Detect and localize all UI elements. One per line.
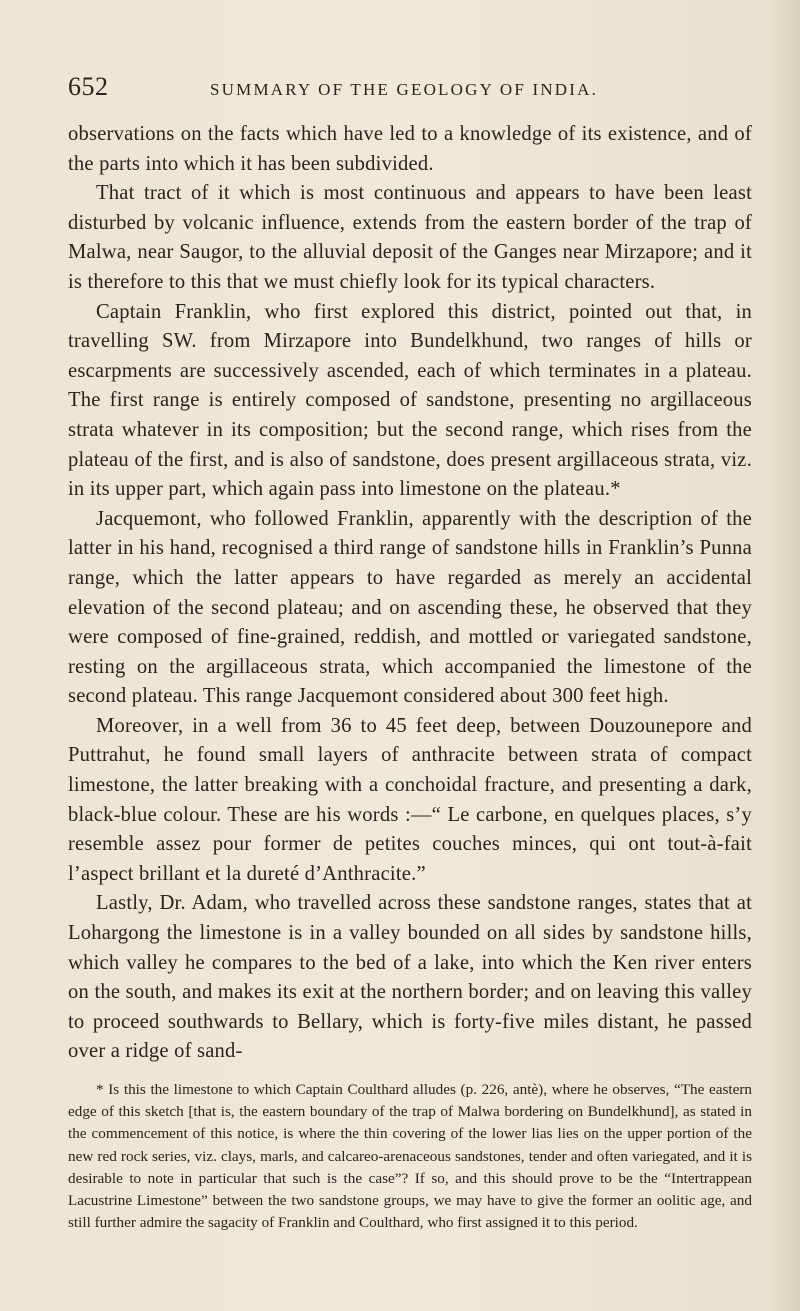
body-text xyxy=(68,120,752,1067)
paragraph: That tract of it which is most continuous and appears to have been least disturbed by volcanic influence, extends from the eastern border of the trap of Malwa, near Saugor, to the alluvial deposit of the Ganges near Mirzapore; and it is therefore to this that we must chiefly look for its typical characters. xyxy=(68,182,752,293)
paragraph: Jacquemont, who followed Franklin, apparently with the description of the latter in his hand, recognised a third range of sandstone hills in Franklin’s Punna range, which the latter appears to have regarded as merely an accidental elevation of the second plateau; and on ascending these, he observed that they were composed of fine-grained, reddish, and mottled or variegated sandstone, resting on the argillaceous strata, which accompanied the limestone of the second plateau. This range Jacquemont considered about 300 feet high. xyxy=(68,507,752,708)
paragraph: Captain Franklin, who first explored this district, pointed out that, in travelling SW. from Mirzapore into Bundelkhund, two ranges of hills or escarpments are successively ascended, each of which terminates in a plateau. The first range is entirely composed of sandstone, presenting no argillaceous strata whatever in its composition; but the second range, which rises from the plateau of the first, and is also of sandstone, does present argillaceous strata, viz. in its upper part, which again pass into limestone on the plateau.* xyxy=(68,300,752,501)
footnote: * Is this the limestone to which Captain Coulthard alludes (p. 226, antè), where he observes, “The eastern edge of this sketch [that is, the eastern boundary of the trap of Malwa bordering on Bundelkhund], as stated in the commencement of this notice, is where the thin covering of the lower lias lies on the upper portion of the new red rock series, viz. clays, marls, and calcareo-arenaceous sandstones, tender and often variegated, and it is desirable to note in particular that such is the case”? If so, and this should prove to be the “Intertrappean Lacustrine Limestone” between the two sandstone groups, we may have to give the former an oolitic age, and still further admire the sagacity of Franklin and Coulthard, who first assigned it to this period. xyxy=(68,1081,752,1232)
page-number: 652 xyxy=(68,72,109,101)
running-head: SUMMARY OF THE GEOLOGY OF INDIA. xyxy=(210,80,599,99)
paragraph: Moreover, in a well from 36 to 45 feet deep, between Douzounepore and Puttrahut, he found small layers of anthracite between strata of compact limestone, the latter breaking with a conchoidal fracture, and presenting a dark, black-blue colour. These are his words :—“ Le carbone, en quelques places, s’y resemble assez pour former de petites couches minces, qui ont tout-à-fait l’aspect brillant et la dureté d’Anthracite.” xyxy=(68,714,752,885)
paragraph: observations on the facts which have led to a knowledge of its existence, and of the parts into which it has been subdivided. xyxy=(68,123,752,175)
paragraph: Lastly, Dr. Adam, who travelled across these sandstone ranges, states that at Lohargong the limestone is in a valley bounded on all sides by sandstone hills, which valley he compares to the bed of a lake, into which the Ken river enters on the south, and makes its exit at the northern border; and on leaving this valley to proceed southwards to Bellary, which is forty-five miles distant, he passed over a ridge of sand- xyxy=(68,892,752,1063)
page-header xyxy=(68,72,752,112)
